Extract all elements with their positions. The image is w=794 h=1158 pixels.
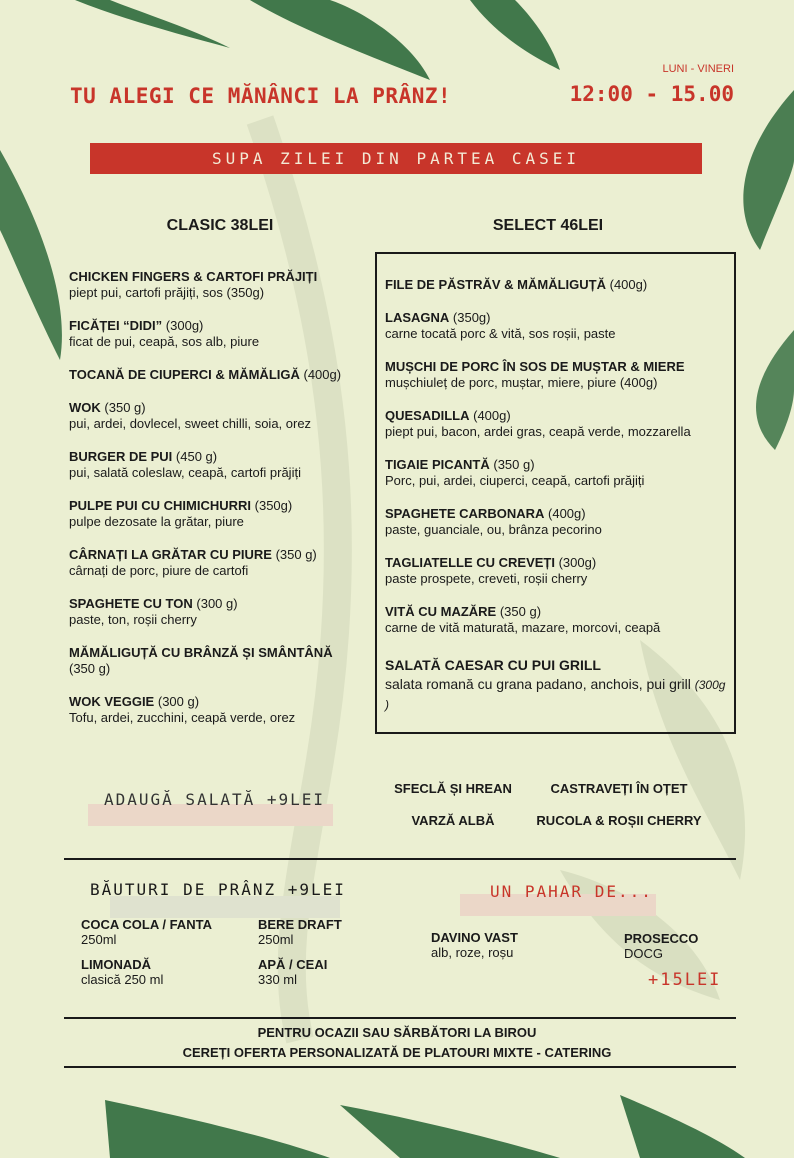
leaf-right-1 bbox=[743, 90, 794, 250]
item-name: PULPE PUI CU CHIMICHURRI bbox=[69, 498, 252, 513]
clasic-item bbox=[69, 547, 409, 579]
wine-name: DAVINO VAST bbox=[431, 930, 518, 945]
select-item bbox=[385, 310, 735, 342]
item-qty: (350 g) bbox=[499, 604, 542, 619]
leaf-bottom-center bbox=[340, 1105, 560, 1158]
item-qty: (300 g) bbox=[157, 694, 200, 709]
item-desc: piept pui, bacon, ardei gras, ceapă verde, mozzarella bbox=[385, 424, 691, 439]
item-name: CÂRNAȚI LA GRĂTAR CU PIURE bbox=[69, 547, 272, 562]
clasic-item bbox=[69, 318, 409, 350]
leaf-left-1 bbox=[0, 150, 62, 360]
salad-option: VARZĂ ALBĂ bbox=[411, 813, 495, 828]
item-desc: paste, ton, roșii cherry bbox=[69, 612, 197, 627]
item-name: MĂMĂLIGUȚĂ CU BRÂNZĂ ȘI SMÂNTÂNĂ bbox=[69, 645, 333, 660]
item-qty: (350 g) bbox=[275, 547, 317, 562]
item-name: SPAGHETE CU TON bbox=[69, 596, 193, 611]
item-name: QUESADILLA bbox=[385, 408, 470, 423]
add-salad-text: ADAUGĂ SALATĂ +9LEI bbox=[104, 790, 326, 809]
item-qty: (350 g) bbox=[493, 457, 535, 472]
item-desc: mușchiuleț de porc, muștar, miere, piure (400g) bbox=[385, 375, 658, 390]
wine-item bbox=[624, 931, 698, 961]
select-item bbox=[385, 408, 735, 440]
opening-days: LUNI - VINERI bbox=[662, 63, 734, 75]
item-desc bbox=[385, 675, 730, 715]
drink-item bbox=[81, 917, 212, 947]
wine-price: +15LEI bbox=[648, 970, 722, 990]
wine-desc: DOCG bbox=[624, 946, 663, 961]
select-item bbox=[385, 277, 735, 293]
clasic-item bbox=[69, 694, 409, 726]
item-name: WOK bbox=[69, 400, 101, 415]
drink-name: BERE DRAFT bbox=[258, 917, 342, 932]
item-desc: Porc, pui, ardei, ciuperci, ceapă, cartofi prăjiți bbox=[385, 473, 645, 488]
item-name: TOCANĂ DE CIUPERCI & MĂMĂLIGĂ bbox=[69, 367, 300, 382]
item-qty: (400g) bbox=[473, 408, 511, 423]
item-desc: paste, guanciale, ou, brânza pecorino bbox=[385, 522, 602, 537]
divider bbox=[64, 1017, 736, 1019]
page-title: TU ALEGI CE MĂNÂNCI LA PRÂNZ! bbox=[70, 84, 452, 108]
item-name: WOK VEGGIE bbox=[69, 694, 155, 709]
item-desc-qty: (300g ) bbox=[385, 678, 726, 712]
wine-desc: alb, roze, roșu bbox=[431, 945, 514, 960]
footer-line-2: CEREȚI OFERTA PERSONALIZATĂ DE PLATOURI MIXTE - CATERING bbox=[182, 1045, 612, 1060]
item-desc: (350 g) bbox=[69, 661, 111, 676]
clasic-item bbox=[69, 400, 409, 432]
item-name: FILE DE PĂSTRĂV & MĂMĂLIGUȚĂ bbox=[385, 277, 606, 292]
divider bbox=[64, 1066, 736, 1068]
select-item bbox=[385, 555, 735, 587]
wine-title: UN PAHAR DE... bbox=[490, 882, 653, 901]
drink-item bbox=[258, 957, 327, 987]
drink-desc: 330 ml bbox=[258, 972, 298, 987]
leaf-bottom-right bbox=[620, 1095, 745, 1158]
soup-banner: SUPA ZILEI DIN PARTEA CASEI bbox=[90, 143, 702, 174]
leaf-bottom-left bbox=[105, 1100, 330, 1158]
clasic-heading: CLASIC 38LEI bbox=[166, 217, 274, 234]
item-name: TIGAIE PICANTĂ bbox=[385, 457, 490, 472]
select-item bbox=[385, 604, 735, 636]
drink-desc: 250ml bbox=[81, 932, 117, 947]
clasic-item bbox=[69, 645, 409, 677]
item-qty: (350 g) bbox=[104, 400, 146, 415]
item-qty: (400g) bbox=[303, 367, 342, 382]
select-heading: SELECT 46LEI bbox=[492, 217, 604, 234]
item-name: BURGER DE PUI bbox=[69, 449, 173, 464]
item-qty: (450 g) bbox=[175, 449, 218, 464]
beverages-highlight bbox=[110, 896, 340, 918]
item-desc: pui, salată coleslaw, ceapă, cartofi prăjiți bbox=[69, 465, 301, 480]
drink-desc: clasică 250 ml bbox=[81, 972, 164, 987]
item-qty: (400g) bbox=[548, 506, 586, 521]
item-desc: pulpe dezosate la grătar, piure bbox=[69, 514, 244, 529]
salad-option: SFECLĂ ȘI HREAN bbox=[394, 781, 512, 796]
item-qty: (300g) bbox=[165, 318, 204, 333]
select-item bbox=[385, 506, 735, 538]
salad-option: RUCOLA & ROȘII CHERRY bbox=[536, 813, 702, 828]
leaf-right-2 bbox=[756, 330, 794, 450]
salad-option: CASTRAVEȚI ÎN OȚET bbox=[550, 781, 688, 796]
drink-name: LIMONADĂ bbox=[81, 957, 152, 972]
opening-hours: 12:00 - 15.00 bbox=[569, 82, 734, 106]
item-name: MUȘCHI DE PORC ÎN SOS DE MUȘTAR & MIERE bbox=[385, 359, 685, 374]
item-desc: carne de vită maturată, mazare, morcovi, ceapă bbox=[385, 620, 661, 635]
select-item bbox=[385, 359, 735, 391]
item-desc: cârnați de porc, piure de cartofi bbox=[69, 563, 249, 578]
item-name: VITĂ CU MAZĂRE bbox=[385, 604, 497, 619]
item-desc: carne tocată porc & vită, sos roșii, paste bbox=[385, 326, 616, 341]
footer-line-1: PENTRU OCAZII SAU SĂRBĂTORI LA BIROU bbox=[257, 1025, 537, 1040]
leaf-top-right bbox=[470, 0, 560, 70]
item-qty: (300 g) bbox=[196, 596, 238, 611]
item-name: SPAGHETE CARBONARA bbox=[385, 506, 545, 521]
leaf-top-center bbox=[250, 0, 430, 80]
add-salad-label bbox=[88, 784, 333, 824]
drink-name: APĂ / CEAI bbox=[258, 957, 328, 972]
item-qty: (350g) bbox=[452, 310, 491, 325]
wine-item bbox=[431, 930, 518, 960]
item-qty: (400g) bbox=[609, 277, 648, 292]
item-desc: Tofu, ardei, zucchini, ceapă verde, orez bbox=[69, 710, 296, 725]
drink-item bbox=[81, 957, 163, 987]
clasic-item bbox=[69, 367, 409, 383]
item-name: LASAGNA bbox=[385, 310, 450, 325]
drink-name: COCA COLA / FANTA bbox=[81, 917, 212, 932]
item-name: SALATĂ CAESAR CU PUI GRILL bbox=[385, 657, 601, 673]
beverages-title: BĂUTURI DE PRÂNZ +9LEI bbox=[90, 880, 346, 899]
item-desc: pui, ardei, dovlecel, sweet chilli, soia, orez bbox=[69, 416, 312, 431]
item-name: FICĂȚEI “DIDI” bbox=[69, 318, 163, 333]
clasic-item bbox=[69, 449, 409, 481]
clasic-item bbox=[69, 596, 409, 628]
select-item bbox=[385, 656, 730, 715]
item-name: TAGLIATELLE CU CREVEȚI bbox=[385, 555, 555, 570]
item-desc: piept pui, cartofi prăjiți, sos (350g) bbox=[69, 285, 265, 300]
item-desc: paste prospete, creveti, roșii cherry bbox=[385, 571, 588, 586]
item-qty: (350g) bbox=[254, 498, 293, 513]
select-item bbox=[385, 457, 735, 489]
item-desc-text: salata romană cu grana padano, anchois, pui grill bbox=[385, 676, 691, 692]
clasic-item bbox=[69, 498, 409, 530]
leaf-top-left bbox=[75, 0, 230, 48]
clasic-item bbox=[69, 269, 409, 301]
item-desc: ficat de pui, ceapă, sos alb, piure bbox=[69, 334, 260, 349]
item-qty: (300g) bbox=[558, 555, 597, 570]
item-name: CHICKEN FINGERS & CARTOFI PRĂJIȚI bbox=[69, 269, 318, 284]
divider bbox=[64, 858, 736, 860]
drink-desc: 250ml bbox=[258, 932, 294, 947]
wine-name: PROSECCO bbox=[624, 931, 699, 946]
drink-item bbox=[258, 917, 342, 947]
